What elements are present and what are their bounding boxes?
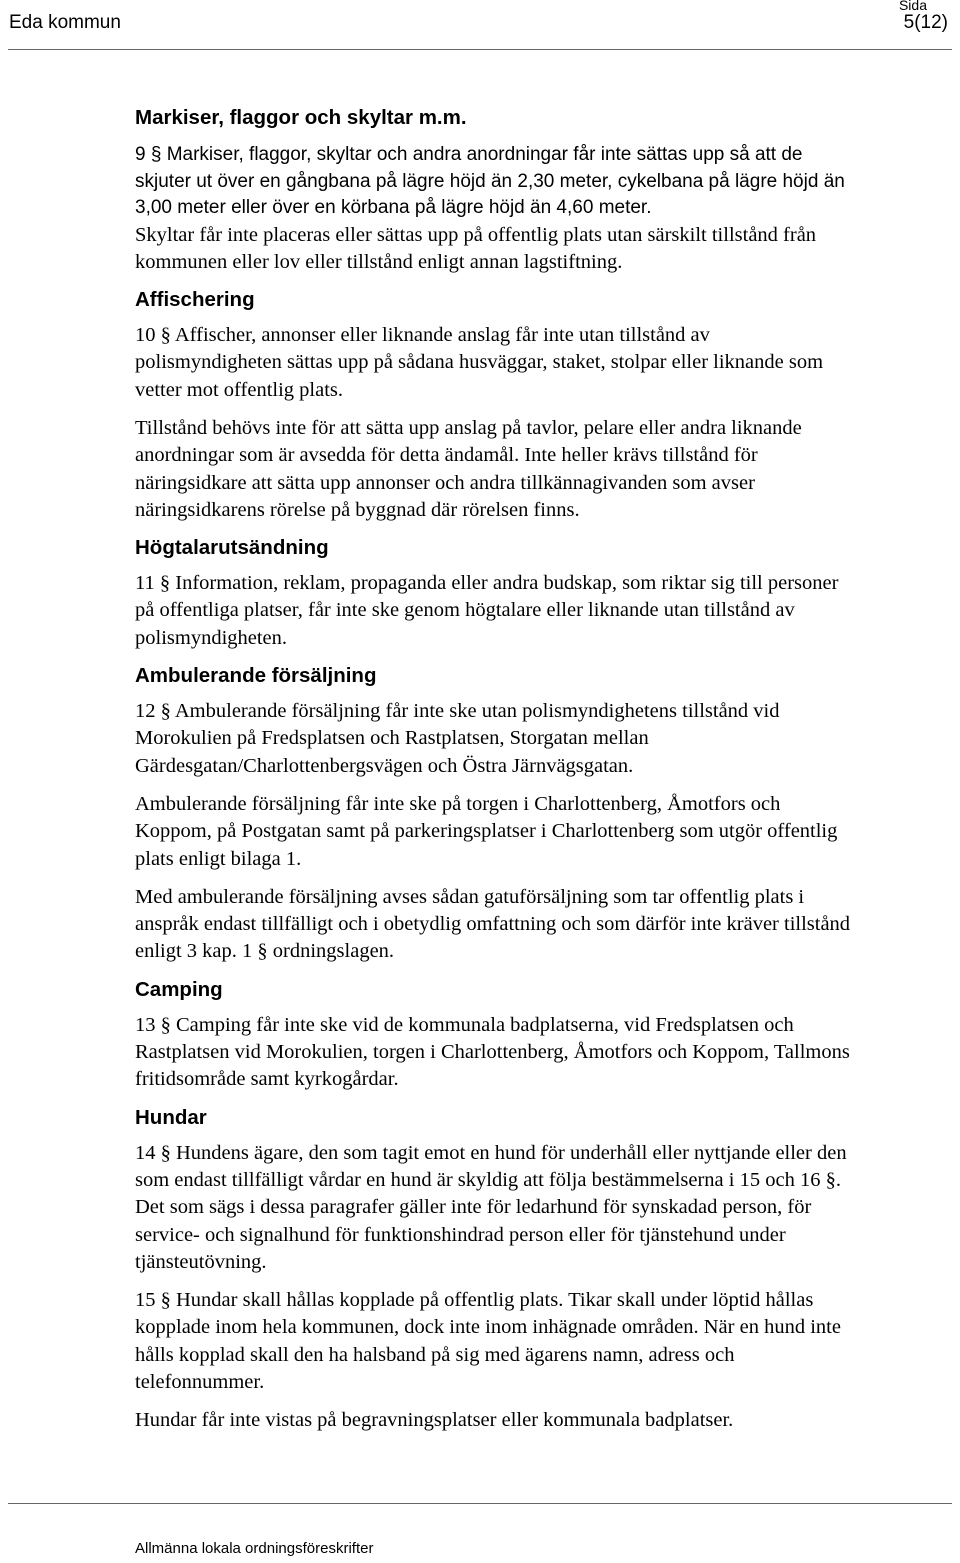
paragraph-15: 15 § Hundar skall hållas kopplade på offentlig plats. Tikar skall under löptid hållas kopplade inom hela kommunen, dock inte inom inhägnade områden. När en hund inte hålls kopplad skall den ha halsband på sig med ägarens namn, adress och telefonnummer. — [135, 1289, 841, 1393]
heading-hundar: Hundar — [135, 1105, 207, 1129]
paragraph-10-exception: Tillstånd behövs inte för att sätta upp anslag på tavlor, pelare eller andra liknande anordningar som är avsedda för detta ändamål. Inte heller krävs tillstånd för näringsidkare att sätta upp annonser och andra tillkännagivanden som avser näringsidkarens rörelse på byggnad där rörelsen finns. — [135, 416, 802, 521]
page-label: Sida — [898, 0, 927, 13]
paragraph-15-badplatser: Hundar får inte vistas på begravningsplatser eller kommunala badplatser. — [135, 1409, 734, 1432]
organization-name: Eda kommun — [9, 12, 121, 33]
paragraph-9-signs: Skyltar får inte placeras eller sättas upp på offentlig plats utan särskilt tillstånd från kommunen eller lov eller tillstånd enligt annan lagstiftning. — [135, 223, 817, 273]
heading-camping: Camping — [135, 977, 223, 1001]
paragraph-12: 12 § Ambulerande försäljning får inte ske utan polismyndighetens tillstånd vid Morokulien på Fredsplatsen och Rastplatsen, Storgatan mellan Gärdesgatan/Charlottenbergsvägen och Östra Järnvägsgatan. — [135, 700, 780, 777]
paragraph-14: 14 § Hundens ägare, den som tagit emot en hund för underhåll eller nyttjande eller den som endast tillfälligt vårdar en hund är skyldig att följa bestämmelserna i 15 och 16 §. Det som sägs i dessa paragrafer gäller inte för ledarhund för synskadad person, för service- och signalhund för funktionshindrad person eller för tjänstehund under tjänsteutövning. — [135, 1141, 847, 1273]
paragraph-12-torg: Ambulerande försäljning får inte ske på torgen i Charlottenberg, Åmotfors och Koppom, på Postgatan samt på parkeringsplatser i Charlottenberg som utgör offentlig plats enligt bilaga 1. — [135, 792, 838, 870]
heading-affischering: Affischering — [135, 288, 255, 312]
paragraph-12-definition: Med ambulerande försäljning avses sådan gatuförsäljning som tar offentlig plats i anspråk endast tillfälligt och i obetydlig omfattning och som därför inte kräver tillstånd enligt 3 kap. 1 § ordningslagen. — [135, 885, 851, 963]
document-body — [135, 105, 855, 1446]
page-number: 5(12) — [903, 12, 948, 33]
footer-text: Allmänna lokala ordningsföreskrifter — [135, 1540, 374, 1557]
footer-divider — [8, 1503, 952, 1504]
page-title: Markiser, flaggor och skyltar m.m. — [135, 106, 467, 129]
paragraph-13: 13 § Camping får inte ske vid de kommunala badplatserna, vid Fredsplatsen och Rastplatsen vid Morokulien, torgen i Charlottenberg, Åmotfors och Koppom, Tallmons fritidsområde samt kyrkogårdar. — [135, 1013, 850, 1091]
paragraph-9: 9 § Markiser, flaggor, skyltar och andra anordningar får inte sättas upp så att de skjuter ut över en gångbana på lägre höjd än 2,30 meter, cykelbana på lägre höjd än 3,00 meter eller över en körbana på lägre höjd än 4,60 meter. — [135, 144, 845, 218]
paragraph-10: 10 § Affischer, annonser eller liknande anslag får inte utan tillstånd av polismyndigheten sättas upp på sådana husväggar, staket, stolpar eller liknande som vetter mot offentlig plats. — [135, 324, 824, 401]
header-divider — [8, 49, 952, 50]
heading-hogtalarutsandning: Högtalarutsändning — [135, 536, 329, 560]
paragraph-11: 11 § Information, reklam, propaganda eller andra budskap, som riktar sig till personer på offentliga platser, får inte ske genom högtalare eller liknande utan tillstånd av polismyndigheten. — [135, 572, 839, 649]
heading-ambulerande-forsaljning: Ambulerande försäljning — [135, 664, 377, 688]
